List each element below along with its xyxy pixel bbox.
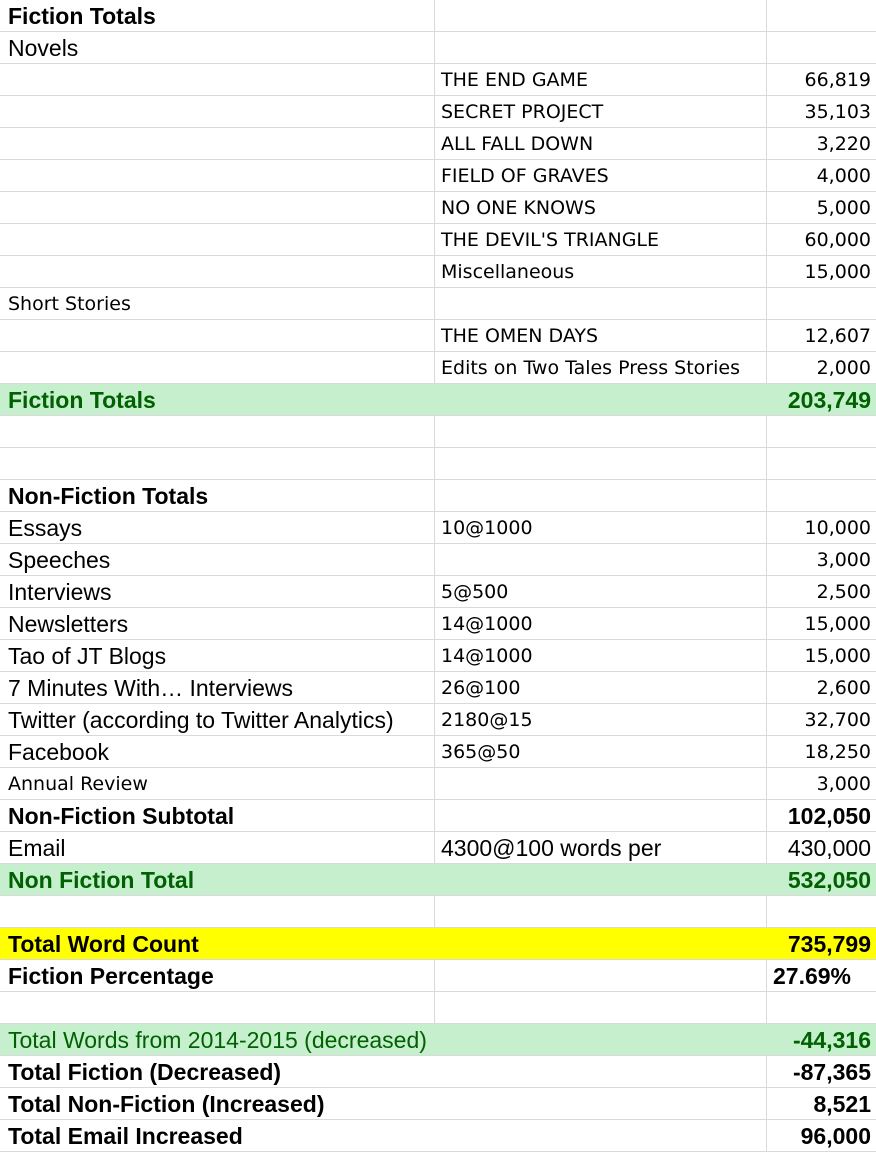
total-word-count-row xyxy=(0,928,876,960)
word-count[interactable]: 12,607 xyxy=(766,320,876,352)
word-count[interactable]: 32,700 xyxy=(766,704,876,736)
novel-title[interactable]: SECRET PROJECT xyxy=(434,96,766,128)
cell-b[interactable] xyxy=(434,32,766,64)
rate-formula[interactable]: 4300@100 words per xyxy=(434,832,766,864)
story-title[interactable]: THE OMEN DAYS xyxy=(434,320,766,352)
word-count[interactable]: 3,000 xyxy=(766,768,876,800)
cell-c[interactable] xyxy=(766,288,876,320)
novel-title[interactable]: THE END GAME xyxy=(434,64,766,96)
table-row xyxy=(0,672,876,704)
category-label[interactable]: 7 Minutes With… Interviews xyxy=(8,674,294,701)
cell-b[interactable] xyxy=(434,1088,766,1120)
total-words-change-label[interactable]: Total Words from 2014-2015 (decreased) xyxy=(8,1026,427,1053)
word-count[interactable]: 3,220 xyxy=(766,128,876,160)
cell-a[interactable] xyxy=(0,320,434,352)
rate-formula[interactable]: 2180@15 xyxy=(434,704,766,736)
cell-b[interactable] xyxy=(434,960,766,992)
table-row xyxy=(0,1088,876,1120)
word-count[interactable]: 18,250 xyxy=(766,736,876,768)
table-row xyxy=(0,128,876,160)
table-row xyxy=(0,576,876,608)
fiction-percentage-value[interactable]: 27.69% xyxy=(766,960,876,992)
total-word-count-value[interactable]: 735,799 xyxy=(787,930,871,957)
word-count[interactable]: 3,000 xyxy=(766,544,876,576)
table-row xyxy=(0,800,876,832)
fiction-section-header[interactable]: Fiction Totals xyxy=(8,2,156,29)
cell-b[interactable] xyxy=(434,480,766,512)
word-count[interactable]: 35,103 xyxy=(766,96,876,128)
rate-formula[interactable] xyxy=(434,544,766,576)
non-fiction-total-value[interactable]: 532,050 xyxy=(787,866,871,893)
table-row xyxy=(0,448,876,480)
short-stories-label[interactable]: Short Stories xyxy=(8,293,131,315)
table-row xyxy=(0,256,876,288)
table-row xyxy=(0,192,876,224)
total-word-count-label[interactable]: Total Word Count xyxy=(8,930,199,957)
table-row xyxy=(0,480,876,512)
rate-formula[interactable] xyxy=(434,768,766,800)
novel-title[interactable]: NO ONE KNOWS xyxy=(434,192,766,224)
non-fiction-subtotal-label[interactable]: Non-Fiction Subtotal xyxy=(8,802,235,829)
total-email-change-value[interactable]: 96,000 xyxy=(766,1120,876,1152)
category-label[interactable]: Interviews xyxy=(8,578,112,605)
cell-b[interactable] xyxy=(434,0,766,32)
cell-b[interactable] xyxy=(434,992,766,1024)
table-row xyxy=(0,224,876,256)
fiction-percentage-row xyxy=(0,960,876,992)
table-row xyxy=(0,0,876,32)
table-row xyxy=(0,96,876,128)
cell-a[interactable] xyxy=(0,896,434,928)
cell-a[interactable] xyxy=(0,448,434,480)
total-email-change-label[interactable]: Total Email Increased xyxy=(8,1122,243,1149)
cell-b[interactable] xyxy=(434,288,766,320)
category-label[interactable]: Speeches xyxy=(8,546,111,573)
cell-a[interactable] xyxy=(0,128,434,160)
fiction-percentage-label[interactable]: Fiction Percentage xyxy=(8,962,214,989)
table-row xyxy=(0,704,876,736)
rate-formula[interactable]: 14@1000 xyxy=(434,608,766,640)
table-row xyxy=(0,512,876,544)
category-label[interactable]: Tao of JT Blogs xyxy=(8,642,167,669)
category-label[interactable]: Essays xyxy=(8,514,83,541)
cell-a[interactable] xyxy=(0,256,434,288)
cell-b[interactable] xyxy=(434,448,766,480)
table-row xyxy=(0,832,876,864)
novels-label[interactable]: Novels xyxy=(8,34,79,61)
cell-a[interactable] xyxy=(0,64,434,96)
total-fiction-change-value[interactable]: -87,365 xyxy=(766,1056,876,1088)
cell-c[interactable] xyxy=(766,32,876,64)
cell-b[interactable] xyxy=(434,800,766,832)
word-count[interactable]: 15,000 xyxy=(766,608,876,640)
cell-a[interactable] xyxy=(0,416,434,448)
word-count[interactable]: 60,000 xyxy=(766,224,876,256)
table-row xyxy=(0,768,876,800)
word-count[interactable]: 66,819 xyxy=(766,64,876,96)
total-fiction-change-label[interactable]: Total Fiction (Decreased) xyxy=(8,1058,282,1085)
fiction-totals-value[interactable]: 203,749 xyxy=(787,386,871,413)
cell-a[interactable] xyxy=(0,224,434,256)
table-row xyxy=(0,32,876,64)
non-fiction-total-row xyxy=(0,864,876,896)
table-row xyxy=(0,1120,876,1152)
cell-b[interactable] xyxy=(434,864,766,896)
total-words-change-row xyxy=(0,1024,876,1056)
cell-a[interactable] xyxy=(0,160,434,192)
word-count[interactable]: 2,500 xyxy=(766,576,876,608)
table-row xyxy=(0,608,876,640)
rate-formula[interactable]: 26@100 xyxy=(434,672,766,704)
rate-formula[interactable]: 365@50 xyxy=(434,736,766,768)
total-words-change-value[interactable]: -44,316 xyxy=(792,1026,871,1053)
rate-formula[interactable]: 10@1000 xyxy=(434,512,766,544)
table-row xyxy=(0,416,876,448)
category-label[interactable]: Facebook xyxy=(8,738,110,765)
cell-b[interactable] xyxy=(434,1120,766,1152)
cell-c[interactable] xyxy=(766,416,876,448)
novel-title[interactable]: Miscellaneous xyxy=(434,256,766,288)
rate-formula[interactable]: 5@500 xyxy=(434,576,766,608)
cell-b[interactable] xyxy=(434,384,766,416)
cell-a[interactable] xyxy=(0,992,434,1024)
cell-c[interactable] xyxy=(766,992,876,1024)
fiction-totals-row xyxy=(0,384,876,416)
cell-b[interactable] xyxy=(434,1056,766,1088)
story-title[interactable]: Edits on Two Tales Press Stories xyxy=(434,352,766,384)
table-row xyxy=(0,288,876,320)
cell-c[interactable] xyxy=(766,448,876,480)
total-non-fiction-change-label[interactable]: Total Non-Fiction (Increased) xyxy=(8,1090,325,1117)
table-row xyxy=(0,160,876,192)
cell-a[interactable] xyxy=(0,192,434,224)
table-row xyxy=(0,64,876,96)
word-count[interactable]: 15,000 xyxy=(766,256,876,288)
cell-c[interactable] xyxy=(766,896,876,928)
email-word-count[interactable]: 430,000 xyxy=(766,832,876,864)
category-label[interactable]: Annual Review xyxy=(8,773,148,795)
table-row xyxy=(0,992,876,1024)
cell-b[interactable] xyxy=(434,416,766,448)
category-label[interactable]: Newsletters xyxy=(8,610,129,637)
cell-b[interactable] xyxy=(434,896,766,928)
novel-title[interactable]: FIELD OF GRAVES xyxy=(434,160,766,192)
fiction-totals-label[interactable]: Fiction Totals xyxy=(8,386,156,413)
cell-c[interactable] xyxy=(766,480,876,512)
cell-b[interactable] xyxy=(434,1024,766,1056)
table-row xyxy=(0,352,876,384)
word-count[interactable]: 4,000 xyxy=(766,160,876,192)
novel-title[interactable]: THE DEVIL'S TRIANGLE xyxy=(434,224,766,256)
table-row xyxy=(0,544,876,576)
table-row xyxy=(0,896,876,928)
word-count[interactable]: 5,000 xyxy=(766,192,876,224)
table-row xyxy=(0,640,876,672)
table-row xyxy=(0,320,876,352)
cell-a[interactable] xyxy=(0,96,434,128)
cell-b[interactable] xyxy=(434,928,766,960)
novel-title[interactable]: ALL FALL DOWN xyxy=(434,128,766,160)
cell-c[interactable] xyxy=(766,0,876,32)
cell-a[interactable] xyxy=(0,352,434,384)
email-label[interactable]: Email xyxy=(8,834,66,861)
word-count[interactable]: 15,000 xyxy=(766,640,876,672)
word-count[interactable]: 2,600 xyxy=(766,672,876,704)
total-non-fiction-change-value[interactable]: 8,521 xyxy=(766,1088,876,1120)
table-row xyxy=(0,1056,876,1088)
non-fiction-subtotal-value[interactable]: 102,050 xyxy=(766,800,876,832)
word-count[interactable]: 2,000 xyxy=(766,352,876,384)
word-count[interactable]: 10,000 xyxy=(766,512,876,544)
rate-formula[interactable]: 14@1000 xyxy=(434,640,766,672)
category-label[interactable]: Twitter (according to Twitter Analytics) xyxy=(8,706,394,733)
non-fiction-section-header[interactable]: Non-Fiction Totals xyxy=(8,482,209,509)
non-fiction-total-label[interactable]: Non Fiction Total xyxy=(8,866,195,893)
table-row xyxy=(0,736,876,768)
